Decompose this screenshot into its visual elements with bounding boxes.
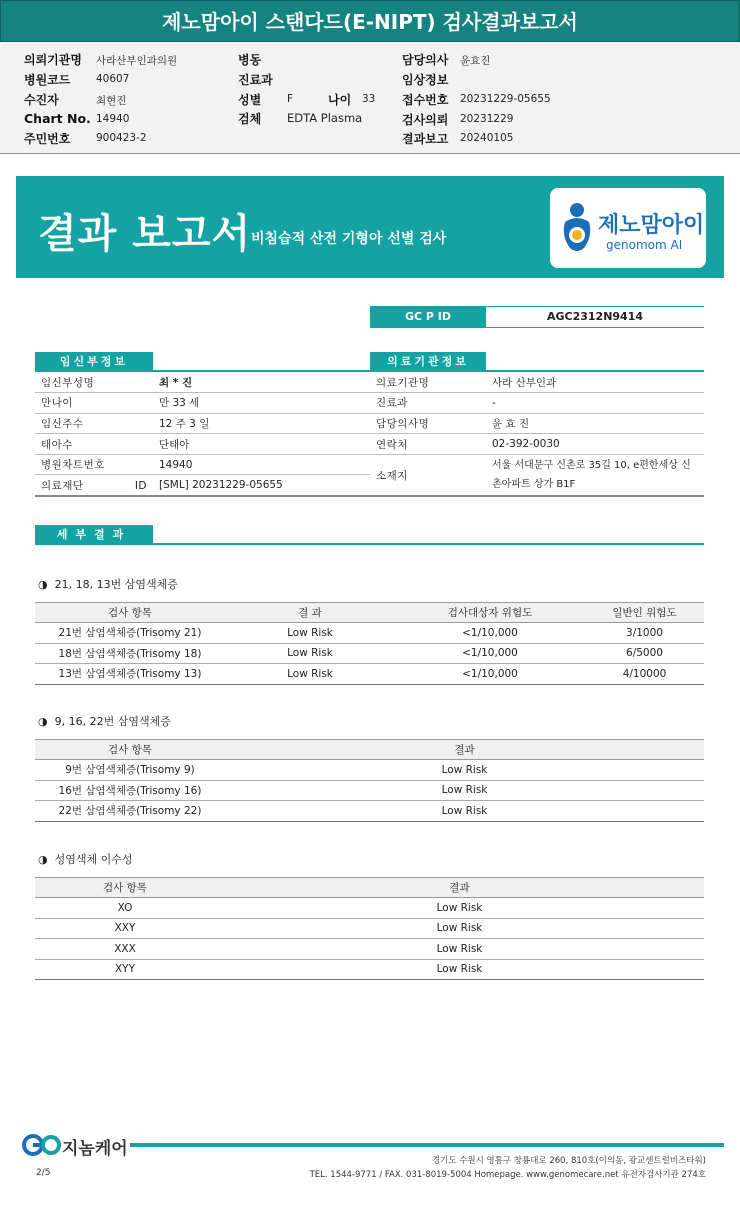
table-header-row <box>35 878 704 898</box>
info-value: 윤 효 진 <box>486 413 704 434</box>
cell-risk: <1/10,000 <box>395 623 585 644</box>
examinee-label: 수진자 <box>24 93 59 107</box>
column-header: 결과 <box>215 878 704 898</box>
chart-value: 14940 <box>96 113 130 125</box>
info-row <box>35 393 370 414</box>
sex-chromosome-table <box>35 877 704 980</box>
cell-result: Low Risk <box>225 643 395 664</box>
info-value: 사라 산부인과 <box>486 372 704 393</box>
cell-item: XXY <box>35 918 215 939</box>
info-label: 담당의사명 <box>370 413 486 434</box>
table-row <box>35 939 704 960</box>
logo-subtext: genomom AI <box>606 238 683 252</box>
info-row <box>370 413 704 434</box>
half-circle-icon: ◑ <box>38 853 48 866</box>
cell-item: 18번 삼염색체증(Trisomy 18) <box>35 643 225 664</box>
half-circle-icon: ◑ <box>38 578 48 591</box>
group1-title-text: 21, 18, 13번 삼염색체증 <box>54 578 178 591</box>
column-header: 검사 항목 <box>35 740 225 760</box>
table-row <box>35 664 704 685</box>
cell-result: Low Risk <box>225 780 704 801</box>
table-row <box>35 898 704 919</box>
page-number: 2/5 <box>36 1168 51 1178</box>
cell-item: XO <box>35 898 215 919</box>
pregnancy-info-table <box>35 372 370 497</box>
request-label: 검사의뢰 <box>402 113 449 127</box>
info-label: 진료과 <box>370 393 486 414</box>
cell-general: 4/10000 <box>585 664 704 685</box>
sex-value: F <box>287 93 294 105</box>
info-row <box>35 434 370 455</box>
info-row <box>35 372 370 393</box>
age-value: 33 <box>362 93 376 105</box>
cell-result: Low Risk <box>215 959 704 980</box>
gcid-value: AGC2312N9414 <box>486 306 704 328</box>
cell-result: Low Risk <box>225 623 395 644</box>
receipt-label: 접수번호 <box>402 93 449 107</box>
info-row <box>35 413 370 434</box>
clinical-label: 임상정보 <box>402 73 449 87</box>
mother-baby-icon <box>560 202 594 254</box>
cell-result: Low Risk <box>215 898 704 919</box>
info-label: 의료기관명 <box>370 372 486 393</box>
column-header: 결과 <box>225 740 704 760</box>
patient-info-panel <box>0 42 740 154</box>
trisomy-other-table <box>35 739 704 822</box>
genomom-logo <box>550 188 706 268</box>
cell-general: 3/1000 <box>585 623 704 644</box>
report-title: 제노맘아이 스탠다드(E-NIPT) 검사결과보고서 <box>0 0 740 42</box>
rrn-value: 900423-2 <box>96 132 147 144</box>
half-circle-icon: ◑ <box>38 715 48 728</box>
info-value: 단태아 <box>153 434 370 455</box>
group3-title <box>38 851 133 867</box>
info-label: 태아수 <box>35 434 153 455</box>
footer-contact: TEL. 1544-9771 / FAX. 031-8019-5004 Homepage. www.genomecare.net 유전자검사기관 274호 <box>309 1170 706 1180</box>
logo-text: 제노맘아이 <box>598 213 705 238</box>
column-header: 일반인 위험도 <box>585 603 704 623</box>
info-label: 연락처 <box>370 434 486 455</box>
cell-item: 22번 삼염색체증(Trisomy 22) <box>35 801 225 822</box>
info-label: 의료재단 ID <box>35 475 153 496</box>
specimen-value: EDTA Plasma <box>287 111 363 125</box>
column-header: 검사 항목 <box>35 878 215 898</box>
footer-rule <box>130 1143 724 1147</box>
cell-risk: <1/10,000 <box>395 664 585 685</box>
table-row <box>35 959 704 980</box>
chart-label: Chart No. <box>24 111 91 126</box>
table-row <box>35 623 704 644</box>
specimen-label: 검체 <box>238 112 262 126</box>
column-header: 검사 항목 <box>35 603 225 623</box>
report-date-value: 20240105 <box>460 132 514 144</box>
report-date-label: 결과보고 <box>402 132 449 146</box>
table-row <box>35 780 704 801</box>
table-header-row <box>35 740 704 760</box>
dept-label: 진료과 <box>238 73 273 87</box>
cell-item: 9번 삼염색체증(Trisomy 9) <box>35 760 225 781</box>
info-value: - <box>486 393 704 414</box>
receipt-value: 20231229-05655 <box>460 93 551 105</box>
pregnancy-header-tab: 임신부정보 <box>35 352 153 372</box>
detail-section-header <box>35 525 704 545</box>
request-value: 20231229 <box>460 113 514 125</box>
cell-item: XXX <box>35 939 215 960</box>
info-row <box>370 454 704 496</box>
cell-result: Low Risk <box>225 801 704 822</box>
ward-label: 병동 <box>238 53 262 67</box>
cell-result: Low Risk <box>225 760 704 781</box>
footer-address: 경기도 수원시 영통구 창룡대로 260, 810호(이의동, 광교센트럴비즈타워) <box>431 1156 706 1166</box>
institution-label: 의뢰기관명 <box>24 53 82 67</box>
info-value: 만 33 세 <box>153 393 370 414</box>
rrn-label: 주민번호 <box>24 132 71 146</box>
age-label: 나이 <box>328 93 352 107</box>
table-row <box>35 760 704 781</box>
detail-header-line <box>35 543 704 545</box>
info-label: 임신주수 <box>35 413 153 434</box>
table-row <box>35 643 704 664</box>
cell-result: Low Risk <box>215 939 704 960</box>
info-row <box>35 475 370 496</box>
cell-general: 6/5000 <box>585 643 704 664</box>
medical-section-header <box>370 352 704 372</box>
footer-brand: 지놈케어 <box>62 1139 128 1159</box>
genomecare-logo-icon <box>22 1132 62 1158</box>
hospital-code-label: 병원코드 <box>24 73 71 87</box>
group2-title <box>38 713 171 729</box>
trisomy-main-table <box>35 602 704 685</box>
doctor-label: 담당의사 <box>402 53 449 67</box>
institution-value: 사라산부인과의원 <box>96 55 178 67</box>
cell-item: XYY <box>35 959 215 980</box>
examinee-value: 최현진 <box>96 95 127 107</box>
sex-label: 성별 <box>238 93 262 107</box>
cell-item: 13번 삼염색체증(Trisomy 13) <box>35 664 225 685</box>
info-label: 병원차트번호 <box>35 454 153 475</box>
gcid-label: GC P ID <box>370 306 486 328</box>
info-row <box>370 393 704 414</box>
column-header: 결 과 <box>225 603 395 623</box>
column-header: 검사대상자 위험도 <box>395 603 585 623</box>
table-row <box>35 918 704 939</box>
hospital-code-value: 40607 <box>96 73 130 85</box>
cell-item: 16번 삼염색체증(Trisomy 16) <box>35 780 225 801</box>
table-header-row <box>35 603 704 623</box>
pregnancy-section-header <box>35 352 370 372</box>
banner-subtitle: 비침습적 산전 기형아 선별 검사 <box>251 231 447 247</box>
info-value: 02-392-0030 <box>486 434 704 455</box>
table-row <box>35 801 704 822</box>
medical-info-table <box>370 372 704 497</box>
info-label: 만나이 <box>35 393 153 414</box>
medical-header-tab: 의료기관정보 <box>370 352 486 372</box>
info-label: 소재지 <box>370 454 486 496</box>
banner-title: 결과 보고서 <box>38 211 252 257</box>
info-row <box>370 434 704 455</box>
info-label: 임신부성명 <box>35 372 153 393</box>
info-row <box>370 372 704 393</box>
info-row <box>35 454 370 475</box>
cell-risk: <1/10,000 <box>395 643 585 664</box>
doctor-value: 윤효진 <box>460 55 491 67</box>
group2-title-text: 9, 16, 22번 삼염색체증 <box>54 715 171 728</box>
info-value: [SML] 20231229-05655 <box>153 475 370 496</box>
cell-result: Low Risk <box>215 918 704 939</box>
detail-header-tab: 세부결과 <box>35 525 153 545</box>
result-banner <box>16 176 724 278</box>
info-value: 14940 <box>153 454 370 475</box>
info-value: 12 주 3 일 <box>153 413 370 434</box>
group1-title <box>38 576 178 592</box>
cell-item: 21번 삼염색체증(Trisomy 21) <box>35 623 225 644</box>
group3-title-text: 성염색체 이수성 <box>54 853 133 866</box>
cell-result: Low Risk <box>225 664 395 685</box>
info-value: 서울 서대문구 신촌로 35길 10, e편한세상 신촌아파트 상가 B1F <box>486 454 704 496</box>
info-value: 최 * 진 <box>153 372 370 393</box>
